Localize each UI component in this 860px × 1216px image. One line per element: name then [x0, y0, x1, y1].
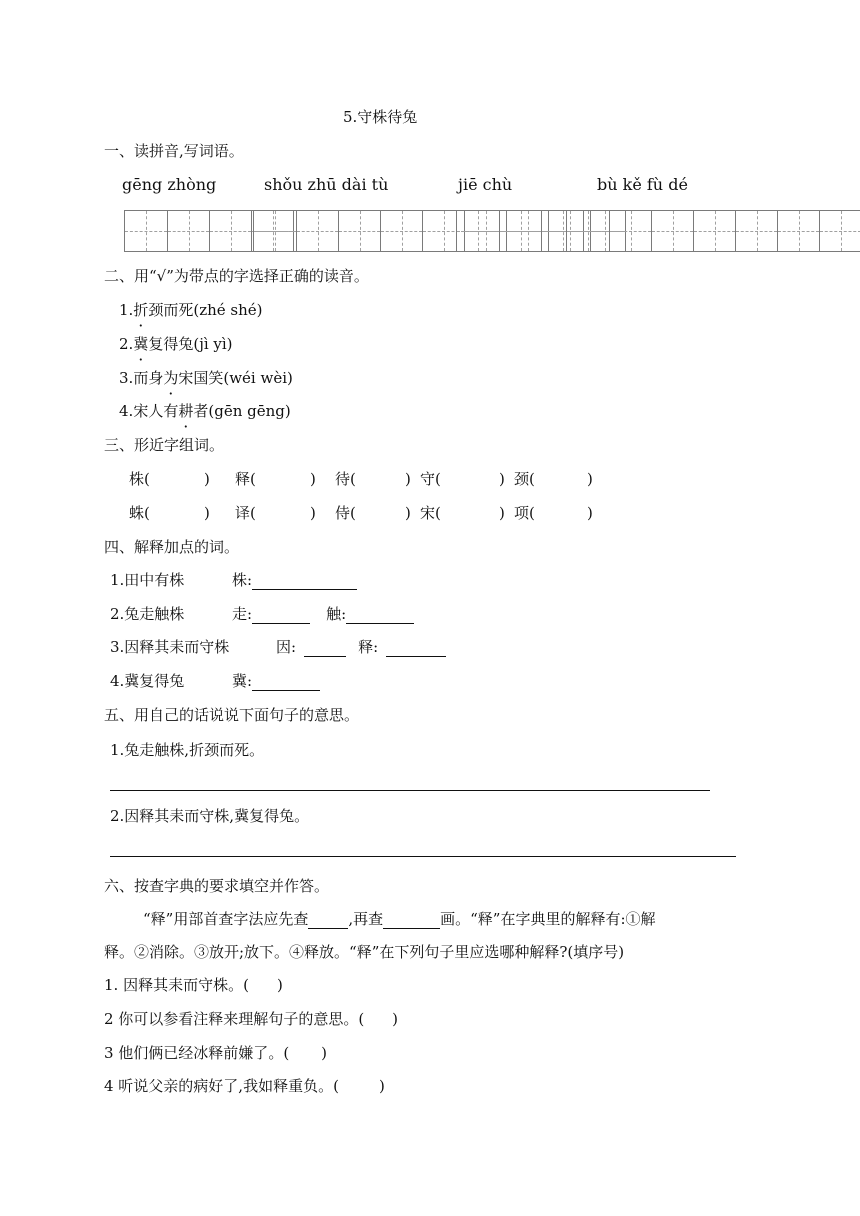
- char-open: 守(: [420, 470, 441, 488]
- char-close: ): [587, 470, 593, 488]
- dictionary-paragraph-line-2: 释。②消除。③放开;放下。④释放。“释”在下列句子里应选哪种解释?(填序号): [104, 943, 625, 961]
- section-1-heading: 一、读拼音,写词语。: [104, 142, 244, 160]
- reading-item-3: [119, 368, 293, 388]
- char-open: 释(: [235, 470, 256, 488]
- dotted-char: 折: [133, 301, 149, 319]
- question-text: 4.冀复得兔: [110, 672, 185, 690]
- answer-blank[interactable]: [252, 607, 310, 624]
- sentence-2: 2.因释其耒而守株,冀复得兔。: [110, 807, 310, 825]
- reading-item-1: [119, 300, 263, 320]
- section-6-heading: 六、按查字典的要求填空并作答。: [104, 877, 330, 895]
- char-close: ): [499, 470, 505, 488]
- reading-options[interactable]: (zhé shé): [193, 301, 263, 319]
- answer-label: 因:: [276, 638, 297, 656]
- explain-item-4: [110, 671, 320, 691]
- dotted-char: 为: [163, 369, 179, 387]
- section-4-heading: 四、解释加点的词。: [104, 538, 240, 556]
- choice-close: ): [321, 1044, 328, 1062]
- pinyin-3: jiē chù: [458, 175, 513, 194]
- explain-item-2: [110, 604, 414, 624]
- item-text: 宋人有: [133, 402, 179, 420]
- grid-cell[interactable]: [209, 211, 251, 251]
- page-title: 5.守株待兔: [343, 108, 418, 126]
- radical-blank[interactable]: [308, 912, 348, 929]
- answer-blank[interactable]: [252, 674, 320, 691]
- question-text: 1.田中有株: [110, 571, 185, 589]
- writing-grid-4[interactable]: [566, 210, 860, 252]
- dictionary-paragraph-line-1: [143, 909, 656, 929]
- dotted-char: 冀: [133, 335, 149, 353]
- choice-close: ): [276, 976, 283, 994]
- sentence-1: 1.兔走触株,折颈而死。: [110, 741, 265, 759]
- answer-label: 释:: [358, 638, 379, 656]
- similar-chars-row-2: [129, 503, 593, 523]
- reading-options[interactable]: (wéi wèi): [223, 369, 293, 387]
- choice-item-3: [104, 1043, 327, 1063]
- answer-label: 冀:: [232, 672, 253, 690]
- char-close: ): [204, 504, 210, 522]
- stroke-count-blank[interactable]: [383, 912, 440, 929]
- char-close: ): [310, 470, 316, 488]
- grid-cell[interactable]: [167, 211, 209, 251]
- choice-text: 2 你可以参看注释来理解句子的意思。(: [104, 1010, 365, 1028]
- choice-close: ): [392, 1010, 399, 1028]
- char-open: 待(: [335, 470, 356, 488]
- grid-cell[interactable]: [651, 211, 693, 251]
- item-text: 复得兔: [148, 335, 194, 353]
- paragraph-text: “释”用部首查字法应先查: [143, 910, 309, 928]
- choice-item-2: [104, 1009, 398, 1029]
- reading-item-2: [119, 334, 233, 354]
- grid-cell[interactable]: [254, 211, 296, 251]
- reading-options[interactable]: (gēn gēng): [208, 402, 291, 420]
- question-text: 2.兔走触株: [110, 605, 185, 623]
- grid-cell[interactable]: [125, 211, 167, 251]
- answer-blank[interactable]: [252, 573, 357, 590]
- grid-cell[interactable]: [296, 211, 338, 251]
- paragraph-text: 画。“释”在字典里的解释有:①解: [440, 910, 656, 928]
- grid-cell[interactable]: [777, 211, 819, 251]
- answer-blank[interactable]: [346, 607, 414, 624]
- grid-cell[interactable]: [819, 211, 860, 251]
- answer-label: 株:: [232, 571, 253, 589]
- dotted-char: 耕: [178, 402, 194, 420]
- char-close: ): [499, 504, 505, 522]
- grid-cell[interactable]: [735, 211, 777, 251]
- item-text: 者: [193, 402, 209, 420]
- question-text: 3.因释其耒而守株: [110, 638, 230, 656]
- choice-item-1: [104, 975, 283, 995]
- item-text: 颈而死: [148, 301, 194, 319]
- char-open: 宋(: [420, 504, 441, 522]
- answer-label: 触:: [326, 605, 347, 623]
- grid-cell[interactable]: [457, 211, 499, 251]
- pinyin-2: shǒu zhū dài tù: [264, 175, 389, 194]
- char-close: ): [405, 470, 411, 488]
- answer-line-2[interactable]: [110, 856, 736, 857]
- choice-text: 4 听说父亲的病好了,我如释重负。(: [104, 1077, 339, 1095]
- choice-text: 3 他们俩已经冰释前嫌了。(: [104, 1044, 290, 1062]
- grid-cell[interactable]: [609, 211, 651, 251]
- choice-close: ): [378, 1077, 385, 1095]
- grid-cell[interactable]: [567, 211, 609, 251]
- section-3-heading: 三、形近字组词。: [104, 436, 225, 454]
- item-number: 4.: [119, 402, 134, 420]
- item-number: 1.: [119, 301, 134, 319]
- item-number: 2.: [119, 335, 134, 353]
- pinyin-4: bù kě fù dé: [597, 175, 688, 194]
- pinyin-1: gēng zhòng: [122, 175, 217, 194]
- grid-cell[interactable]: [693, 211, 735, 251]
- similar-chars-row-1: [129, 469, 593, 489]
- grid-cell[interactable]: [499, 211, 541, 251]
- item-text: 宋国笑: [178, 369, 224, 387]
- choice-text: 1. 因释其耒而守株。(: [104, 976, 249, 994]
- answer-label: 走:: [232, 605, 253, 623]
- reading-options[interactable]: (jì yì): [193, 335, 233, 353]
- char-open: 项(: [514, 504, 535, 522]
- grid-cell[interactable]: [380, 211, 422, 251]
- reading-item-4: [119, 401, 291, 421]
- char-open: 侍(: [335, 504, 356, 522]
- choice-item-4: [104, 1076, 385, 1096]
- char-close: ): [310, 504, 316, 522]
- paragraph-text: ,再查: [348, 910, 384, 928]
- char-close: ): [204, 470, 210, 488]
- grid-cell[interactable]: [338, 211, 380, 251]
- explain-item-1: [110, 570, 357, 590]
- char-open: 株(: [129, 470, 150, 488]
- section-5-heading: 五、用自己的话说说下面句子的意思。: [104, 706, 360, 724]
- item-number: 3.: [119, 369, 134, 387]
- char-close: ): [587, 504, 593, 522]
- answer-blank[interactable]: [304, 640, 346, 657]
- char-open: 蛛(: [129, 504, 150, 522]
- char-close: ): [405, 504, 411, 522]
- section-2-heading: 二、用“√”为带点的字选择正确的读音。: [104, 267, 369, 285]
- answer-line-1[interactable]: [110, 790, 710, 791]
- item-text: 而身: [133, 369, 164, 387]
- answer-blank[interactable]: [386, 640, 446, 657]
- char-open: 颈(: [514, 470, 535, 488]
- char-open: 译(: [235, 504, 256, 522]
- explain-item-3: [110, 637, 446, 657]
